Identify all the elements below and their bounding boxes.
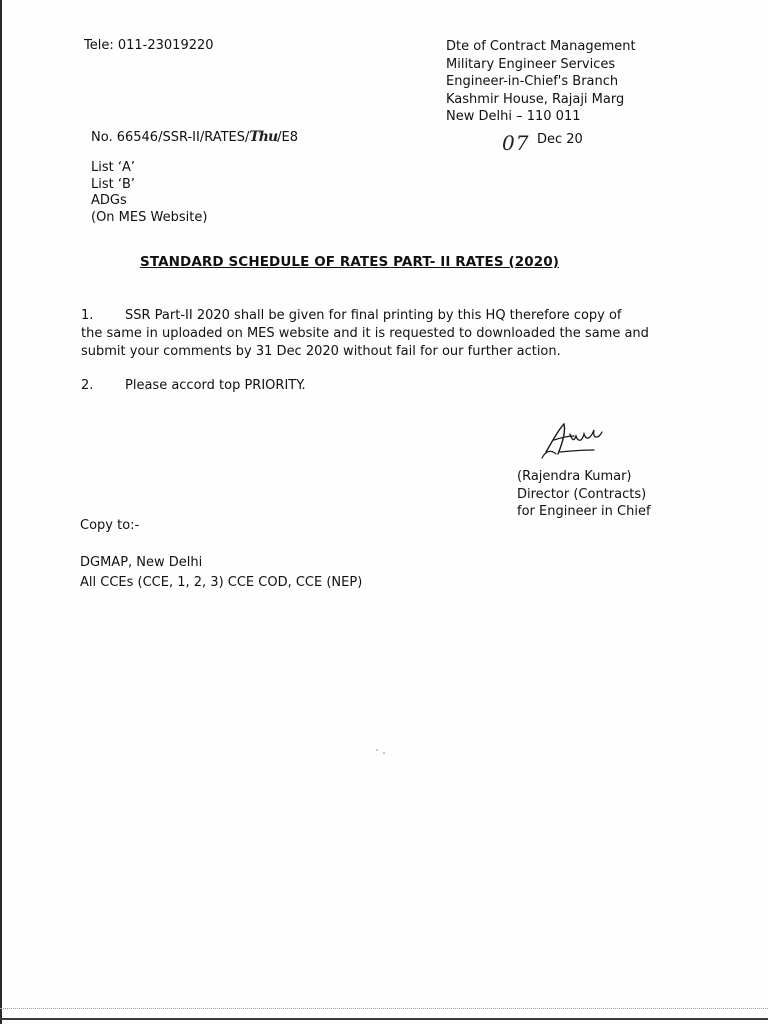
handwritten-signature bbox=[540, 418, 620, 464]
scan-edge-left bbox=[0, 0, 2, 1024]
recipient-list bbox=[91, 160, 207, 226]
copy-to-list bbox=[80, 553, 362, 593]
copy-to-label: Copy to:- bbox=[80, 518, 140, 533]
reference-prefix: No. 66546/SSR-II/RATES/ bbox=[91, 130, 250, 145]
recipient-item: ADGs bbox=[91, 193, 127, 208]
reference-number bbox=[91, 129, 298, 146]
recipient-item: List ‘B’ bbox=[91, 176, 136, 192]
date-handwritten-day: 07 bbox=[502, 131, 530, 155]
recipient-item: List ‘A’ bbox=[91, 160, 136, 175]
paragraph-line: Please accord top PRIORITY. bbox=[125, 378, 306, 393]
signatory-designation: Director (Contracts) bbox=[517, 486, 647, 502]
office-address bbox=[446, 38, 636, 126]
address-line: Dte of Contract Management bbox=[446, 39, 636, 54]
paragraph-1 bbox=[81, 307, 681, 361]
scan-edge-bottom-dotted bbox=[0, 1008, 768, 1009]
address-line: Kashmir House, Rajaji Marg bbox=[446, 91, 625, 107]
signatory-for: for Engineer in Chief bbox=[517, 504, 651, 519]
signature-block bbox=[517, 468, 651, 521]
paragraph-number: 2. bbox=[81, 378, 94, 393]
copy-to-entry: All CCEs (CCE, 1, 2, 3) CCE COD, CCE (NEP) bbox=[80, 575, 363, 590]
address-line: Engineer-in-Chief's Branch bbox=[446, 74, 619, 89]
address-line: New Delhi – 110 011 bbox=[446, 109, 581, 124]
date-printed: Dec 20 bbox=[537, 132, 583, 147]
scan-speck bbox=[375, 748, 387, 756]
subject-heading: STANDARD SCHEDULE OF RATES PART- II RATES (2020) bbox=[140, 254, 560, 270]
recipient-item: (On MES Website) bbox=[91, 209, 208, 225]
scan-edge-bottom bbox=[0, 1018, 768, 1020]
paragraph-line: submit your comments by 31 Dec 2020 without fail for our further action. bbox=[81, 344, 561, 359]
signatory-name: (Rajendra Kumar) bbox=[517, 469, 632, 484]
paragraph-number: 1. bbox=[81, 308, 94, 323]
telephone-number: Tele: 011-23019220 bbox=[84, 38, 214, 53]
address-line: Military Engineer Services bbox=[446, 56, 616, 72]
reference-suffix: /E8 bbox=[277, 130, 299, 145]
paragraph-2 bbox=[81, 377, 681, 395]
paragraph-line: SSR Part-II 2020 shall be given for final printing by this HQ therefore copy of bbox=[125, 308, 622, 323]
copy-to-entry: DGMAP, New Delhi bbox=[80, 555, 203, 570]
paragraph-line: the same in uploaded on MES website and it is requested to downloaded the same and bbox=[81, 326, 649, 341]
reference-handwritten: Thu bbox=[249, 129, 278, 145]
